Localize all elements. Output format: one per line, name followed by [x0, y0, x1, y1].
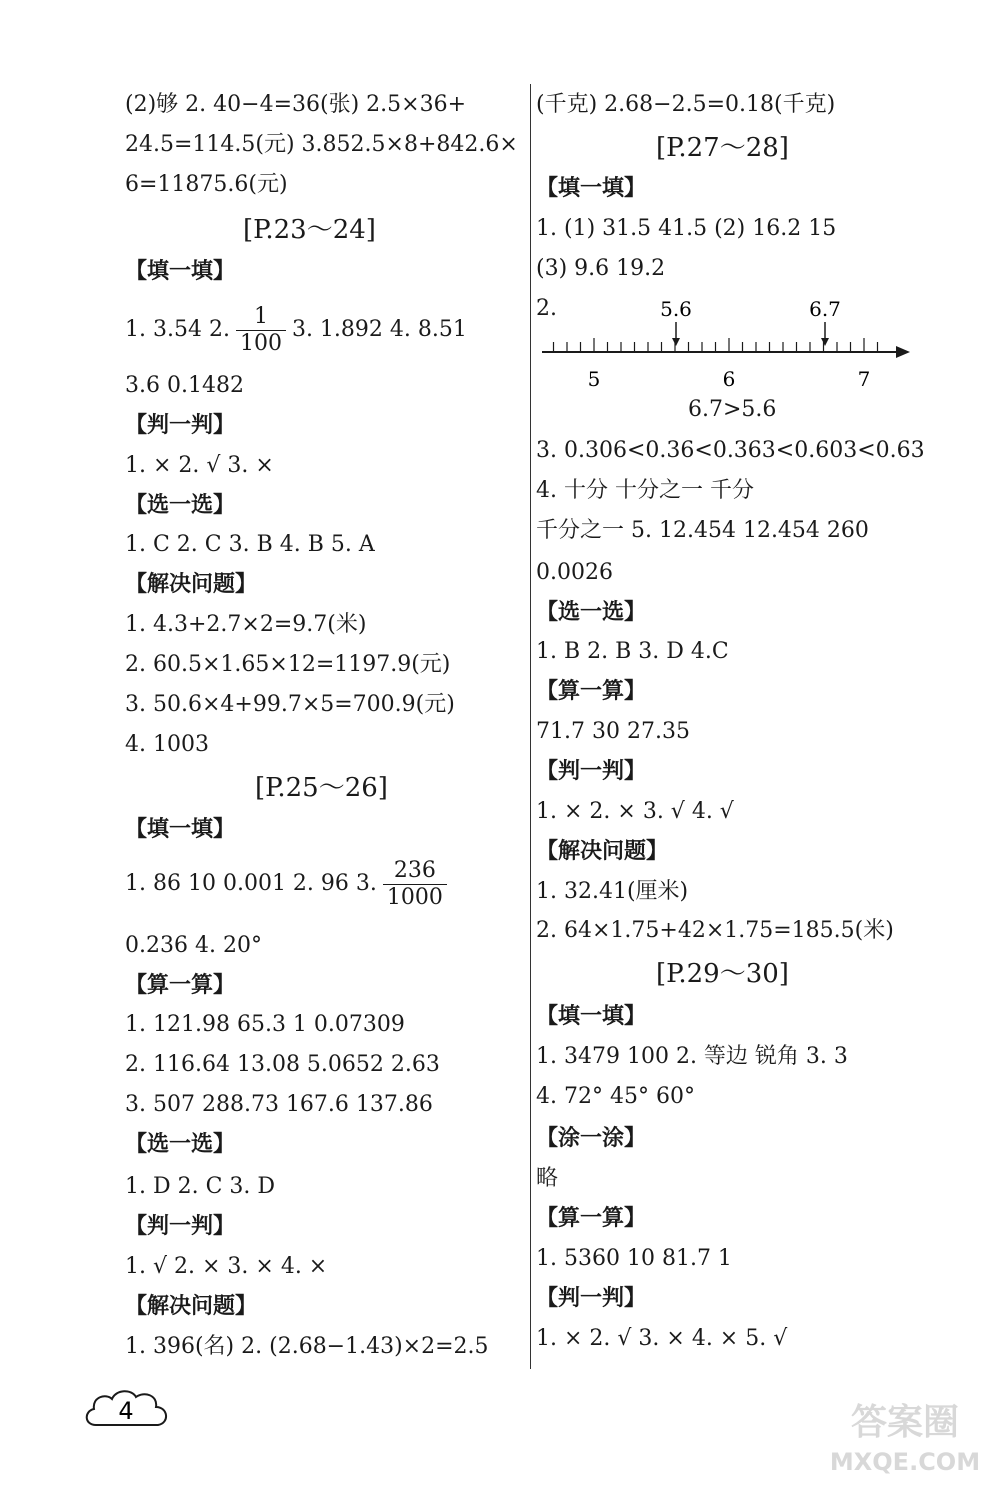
page-range-heading: [P.29～30] [656, 959, 789, 989]
answer-line: 4. 1003 [125, 732, 209, 757]
answer-line: 3. 507 288.73 167.6 137.86 [125, 1092, 433, 1117]
fraction-denominator: 1000 [386, 884, 443, 910]
answer-line: 6=11875.6(元) [125, 172, 288, 197]
page-number-cloud [82, 1385, 172, 1437]
answer-line: 4. 十分 十分之一 千分 [536, 478, 754, 503]
answer-line: 1. (1) 31.5 41.5 (2) 16.2 15 [536, 216, 837, 241]
answer-text: 1. 86 10 0.001 2. 96 3. [125, 871, 377, 896]
column-divider [530, 84, 531, 1369]
answer-line: 1. 3479 100 2. 等边 锐角 3. 3 [536, 1044, 848, 1069]
section-heading: 【解决问题】 [125, 572, 258, 597]
number-line-arrowhead [896, 346, 910, 358]
answer-line: 1. × 2. × 3. √ 4. √ [536, 799, 734, 824]
fraction-numerator: 236 [383, 858, 447, 885]
section-heading: 【算一算】 [536, 679, 647, 704]
mark-arrowhead-a [672, 338, 680, 346]
answer-line: (千克) 2.68−2.5=0.18(千克) [536, 92, 836, 117]
section-heading: 【算一算】 [125, 973, 236, 998]
answer-text: 3. 1.892 4. 8.51 [291, 317, 467, 342]
mark-arrowhead-b [821, 338, 829, 346]
answer-line: (3) 9.6 19.2 [536, 256, 666, 281]
answer-line: 1. × 2. √ 3. × [125, 453, 274, 478]
number-line-ticks [554, 338, 878, 352]
page-range-heading: [P.25～26] [255, 773, 388, 803]
answer-line: 4. 72° 45° 60° [536, 1084, 695, 1109]
answer-line: 71.7 30 27.35 [536, 719, 690, 744]
tick-label-7: 7 [857, 367, 871, 391]
answer-line: 1. D 2. C 3. D [125, 1174, 276, 1199]
page-number: 4 [118, 1397, 134, 1425]
watermark-bottom: MXQE.COM [829, 1448, 981, 1476]
answer-line: 24.5=114.5(元) 3.852.5×8+842.6× [125, 132, 518, 157]
answer-line: 1. C 2. C 3. B 4. B 5. A [125, 532, 375, 557]
fraction-denominator: 100 [239, 330, 282, 356]
watermark-logo [820, 1392, 990, 1482]
fraction [383, 858, 447, 911]
mark-label-b: 6.7 [809, 297, 841, 321]
answer-line: 1. 32.41(厘米) [536, 879, 689, 904]
answer-line: 千分之一 5. 12.454 12.454 260 [536, 518, 869, 543]
page-range-heading: [P.27～28] [656, 133, 789, 163]
tick-label-5: 5 [587, 367, 601, 391]
answer-line: 6.7>5.6 [688, 397, 777, 422]
answer-line: 0.236 4. 20° [125, 933, 262, 958]
section-heading: 【涂一涂】 [536, 1126, 647, 1151]
section-heading: 【判一判】 [125, 1214, 236, 1239]
section-heading: 【填一填】 [536, 1004, 647, 1029]
section-heading: 【填一填】 [536, 176, 647, 201]
section-heading: 【算一算】 [536, 1206, 647, 1231]
answer-line: 1. √ 2. × 3. × 4. × [125, 1254, 328, 1279]
answer-line-fraction [125, 854, 453, 914]
section-heading: 【判一判】 [536, 759, 647, 784]
answer-line: 3. 50.6×4+99.7×5=700.9(元) [125, 692, 455, 717]
answer-line: 1. 5360 10 81.7 1 [536, 1246, 732, 1271]
fraction [236, 304, 286, 357]
answer-line: 3. 0.306<0.36<0.363<0.603<0.63 [536, 438, 925, 463]
answer-line: (2)够 2. 40−4=36(张) 2.5×36+ [125, 92, 467, 117]
page-range-heading: [P.23～24] [243, 215, 376, 245]
section-heading: 【选一选】 [536, 600, 647, 625]
answer-line: 2. 116.64 13.08 5.0652 2.63 [125, 1052, 440, 1077]
section-heading: 【解决问题】 [125, 1294, 258, 1319]
number-line [536, 294, 916, 394]
section-heading: 【填一填】 [125, 259, 236, 284]
section-heading: 【判一判】 [125, 413, 236, 438]
answer-line: 1. B 2. B 3. D 4.C [536, 639, 729, 664]
answer-line: 2. [536, 296, 557, 321]
section-heading: 【选一选】 [125, 1132, 236, 1157]
answer-line: 0.0026 [536, 560, 613, 585]
section-heading: 【填一填】 [125, 817, 236, 842]
mark-label-a: 5.6 [660, 297, 692, 321]
answer-line: 3.6 0.1482 [125, 373, 244, 398]
answer-line: 1. 121.98 65.3 1 0.07309 [125, 1012, 405, 1037]
answer-line: 1. 396(名) 2. (2.68−1.43)×2=2.5 [125, 1334, 489, 1359]
answer-line: 1. 4.3+2.7×2=9.7(米) [125, 612, 367, 637]
answer-line-fraction [125, 300, 467, 360]
section-heading: 【解决问题】 [536, 839, 669, 864]
watermark-top: 答案圈 [850, 1402, 960, 1443]
answer-line: 1. × 2. √ 3. × 4. × 5. √ [536, 1326, 788, 1351]
section-heading: 【选一选】 [125, 493, 236, 518]
fraction-numerator: 1 [236, 304, 286, 331]
answer-line: 2. 60.5×1.65×12=1197.9(元) [125, 652, 451, 677]
answer-text: 1. 3.54 2. [125, 317, 230, 342]
section-heading: 【判一判】 [536, 1286, 647, 1311]
answer-line: 略 [536, 1166, 559, 1191]
answer-line: 2. 64×1.75+42×1.75=185.5(米) [536, 918, 894, 943]
tick-label-6: 6 [722, 367, 736, 391]
